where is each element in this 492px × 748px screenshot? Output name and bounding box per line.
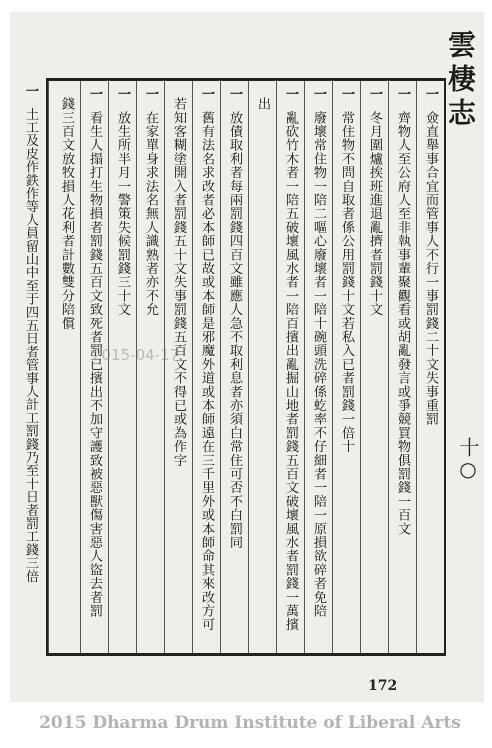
column-text: 在家單身求法名無人識熟者亦不允 <box>143 110 158 317</box>
item-bullet: 一 <box>423 87 438 101</box>
item-bullet: 一 <box>23 84 38 98</box>
item-bullet: 一 <box>367 87 382 101</box>
column-text: 放生所半月一警策失候罰錢三十文 <box>115 110 130 317</box>
item-bullet: 一 <box>283 87 298 101</box>
text-column <box>332 81 360 653</box>
column-text: 看生人搨打生物損者罰錢五百文致死者罰已擯出不加守護致被惡獸傷害惡人盜去者罰 <box>87 110 102 618</box>
column-text: 土工及皮作鉄作等人員留山中至于四五日者管事人計工罰錢乃至十日者罰工錢三倍 <box>23 107 38 583</box>
text-column <box>276 81 304 653</box>
item-bullet: 一 <box>227 87 242 101</box>
text-column <box>80 81 108 653</box>
column-text: 齊物人至公府人至非執事輩聚觀看或胡亂發言或爭競買物俱罰錢一百文 <box>395 110 410 536</box>
text-column <box>248 81 276 653</box>
text-column <box>192 81 220 653</box>
text-column <box>108 81 136 653</box>
column-text: 常住物不問自取者係公用罰錢十文若私入已者罰錢一倍十 <box>339 110 354 454</box>
page-mark: 十○ <box>456 437 480 481</box>
item-bullet: 一 <box>311 87 326 101</box>
column-text: 廢壞常住物一陪二嘔心廢壞者一陪十碗頭洗碎係虼率不仔細者一陪一原損欲碎者免陪 <box>311 110 326 618</box>
item-bullet: 一 <box>115 87 130 101</box>
column-text: 若知客糊塗開入者罰錢五十文失事罰錢五百文不得已或為作字 <box>171 97 186 467</box>
text-column <box>164 81 192 653</box>
column-text: 錢三百文放牧損人花利者計數雙分陪償 <box>59 97 74 330</box>
column-text: 僉直舉事合宜而管事人不行一事罰錢二十文失事重罰 <box>423 110 438 426</box>
text-column <box>136 81 164 653</box>
book-title: 雲棲志 <box>444 30 477 132</box>
date-stamp: 2015-04-17 <box>92 346 180 364</box>
item-bullet: 一 <box>143 87 158 101</box>
item-bullet: 一 <box>87 87 102 101</box>
text-column <box>48 81 80 653</box>
item-bullet: 一 <box>339 87 354 101</box>
item-bullet: 一 <box>395 87 410 101</box>
text-grid <box>46 78 446 656</box>
text-column <box>416 81 444 653</box>
text-column <box>360 81 388 653</box>
text-column <box>388 81 416 653</box>
institution-watermark: 2015 Dharma Drum Institute of Liberal Arts <box>39 713 461 733</box>
column-text: 出 <box>255 97 270 111</box>
column-text: 放債取利者每兩罰錢四百文雖應人急不取利息者亦須白常住可否不白罰同 <box>227 110 242 550</box>
extra-column-holder <box>16 78 44 656</box>
text-column <box>220 81 248 653</box>
scanned-page <box>10 12 484 702</box>
column-text: 舊有法名求改者必本師已故或本師是邪魔外道或本師遠在三千里外或本師命其來改方可 <box>199 110 214 632</box>
item-bullet: 一 <box>199 87 214 101</box>
page-number: 172 <box>368 678 398 694</box>
text-column <box>304 81 332 653</box>
column-text: 亂砍竹木者一陪五破壞風水者一陪百擯出亂掘山地者罰錢五百文破壞風水者罰錢一萬擯 <box>283 110 298 632</box>
column-text: 冬月圍爐挨班進退亂擠者罰錢十文 <box>367 110 382 317</box>
